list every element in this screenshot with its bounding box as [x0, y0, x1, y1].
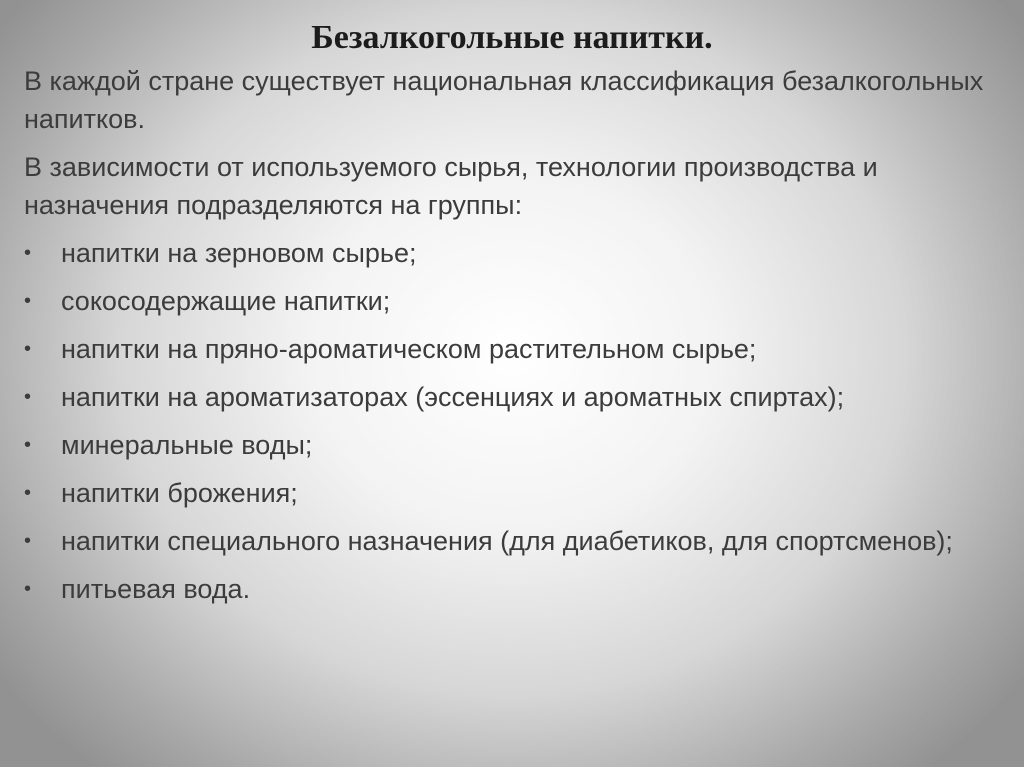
slide-title: Безалкогольные напитки. — [311, 19, 713, 56]
list-item — [24, 426, 1004, 464]
list-item — [24, 522, 1004, 560]
list-item-text: сокосодержащие напитки; — [61, 286, 391, 316]
bullet-icon: • — [24, 338, 32, 360]
list-item — [24, 234, 1004, 272]
list-item-text: напитки на ароматизаторах (эссенциях и ароматных спиртах); — [61, 382, 845, 412]
bullet-icon: • — [24, 386, 32, 408]
drink-groups-list — [24, 234, 1004, 608]
list-item — [24, 378, 1004, 416]
list-item-text: напитки на зерновом сырье; — [61, 238, 417, 268]
list-item-text: минеральные воды; — [61, 430, 313, 460]
list-item — [24, 330, 1004, 368]
bullet-icon: • — [24, 578, 32, 600]
slide-body — [24, 62, 1004, 618]
list-item-text: напитки на пряно-ароматическом растительном сырье; — [61, 334, 757, 364]
list-item-text: напитки специального назначения (для диабетиков, для спортсменов); — [61, 526, 953, 556]
list-item — [24, 282, 1004, 320]
list-item-text: питьевая вода. — [61, 574, 251, 604]
list-item — [24, 474, 1004, 512]
list-item-text: напитки брожения; — [61, 478, 298, 508]
bullet-icon: • — [24, 482, 32, 504]
groups-paragraph: В зависимости от используемого сырья, технологии производства и назначения подразделяются на группы: — [24, 152, 878, 220]
intro-paragraph: В каждой стране существует национальная классификация безалкогольных напитков. — [24, 66, 984, 134]
bullet-icon: • — [24, 434, 32, 456]
bullet-icon: • — [24, 290, 32, 312]
bullet-icon: • — [24, 242, 32, 264]
bullet-icon: • — [24, 530, 32, 552]
list-item — [24, 570, 1004, 608]
